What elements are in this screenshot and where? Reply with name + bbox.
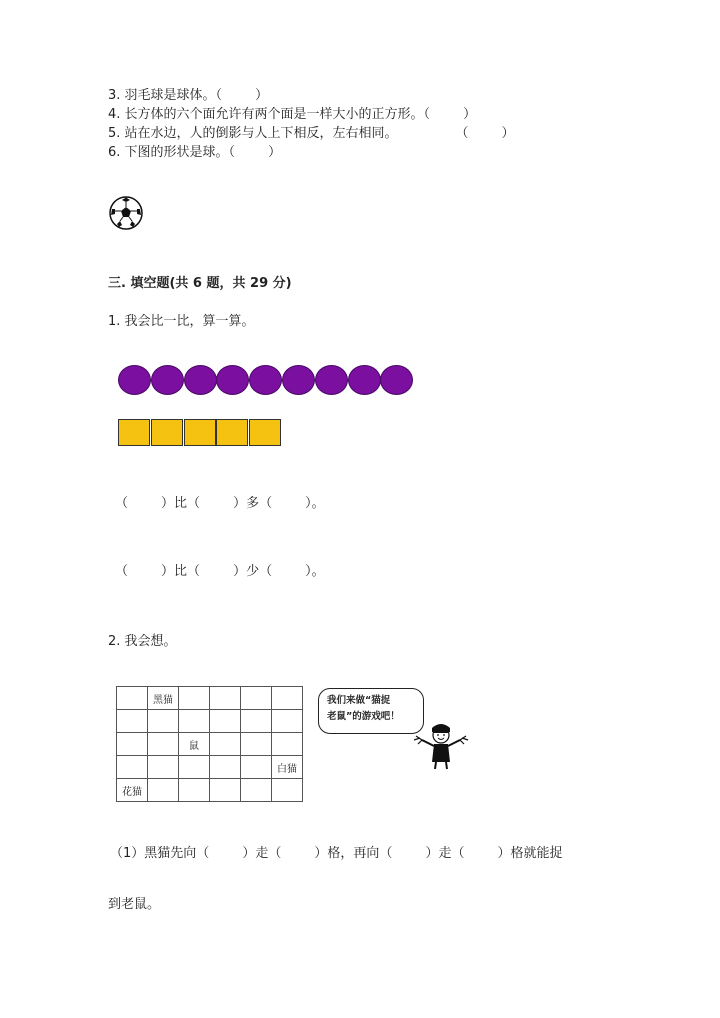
grid-row bbox=[117, 756, 303, 779]
grid-row bbox=[117, 710, 303, 733]
purple-circle bbox=[184, 365, 217, 395]
grid-row bbox=[117, 733, 303, 756]
grid-cell bbox=[148, 779, 179, 802]
grid-cell bbox=[241, 710, 272, 733]
grid-cell-label: 花猫 bbox=[117, 779, 148, 802]
grid-cell-label: 黑猫 bbox=[148, 687, 179, 710]
grid-cell bbox=[179, 779, 210, 802]
grid-cell bbox=[148, 733, 179, 756]
question-1-prompt: 1. 我会比一比，算一算。 bbox=[108, 314, 255, 329]
grid-cell bbox=[179, 687, 210, 710]
yellow-square bbox=[216, 419, 248, 446]
grid-cell bbox=[117, 687, 148, 710]
grid-cell-label: 鼠 bbox=[179, 733, 210, 756]
grid-cell bbox=[210, 756, 241, 779]
judgement-item-6: 6. 下图的形状是球。（ ） bbox=[108, 145, 282, 160]
boy-cheering-icon bbox=[410, 718, 472, 770]
speech-line-2: 老鼠”的游戏吧！ bbox=[327, 711, 400, 722]
grid-cell bbox=[210, 733, 241, 756]
grid-cell bbox=[117, 756, 148, 779]
judgement-item-5: 5. 站在水边，人的倒影与人上下相反，左右相同。 （ ） bbox=[108, 126, 515, 141]
grid-cell bbox=[148, 710, 179, 733]
purple-circle bbox=[118, 365, 151, 395]
grid-row bbox=[117, 687, 303, 710]
purple-circle bbox=[282, 365, 315, 395]
grid-cell bbox=[210, 710, 241, 733]
purple-circle bbox=[380, 365, 413, 395]
purple-circle bbox=[348, 365, 381, 395]
speech-bubble bbox=[318, 688, 424, 734]
grid-cell bbox=[272, 733, 303, 756]
judgement-item-3: 3. 羽毛球是球体。（ ） bbox=[108, 88, 269, 103]
purple-circle bbox=[249, 365, 282, 395]
grid-cell bbox=[241, 779, 272, 802]
grid-cell bbox=[179, 710, 210, 733]
grid-cell bbox=[210, 687, 241, 710]
yellow-square bbox=[184, 419, 216, 446]
question-2-prompt: 2. 我会想。 bbox=[108, 634, 177, 649]
grid-cell bbox=[179, 756, 210, 779]
grid-cell bbox=[241, 756, 272, 779]
grid-cell bbox=[117, 710, 148, 733]
cat-mouse-grid bbox=[116, 686, 303, 802]
purple-circle bbox=[151, 365, 184, 395]
sub-question-1-line-2: 到老鼠。 bbox=[108, 897, 161, 912]
purple-circle bbox=[315, 365, 348, 395]
sub-question-1-line-1: （1）黑猫先向（ ）走（ ）格，再向（ ）走（ ）格就能捉 bbox=[110, 846, 563, 861]
grid-cell bbox=[272, 710, 303, 733]
grid-cell bbox=[241, 687, 272, 710]
grid-row bbox=[117, 779, 303, 802]
soccer-ball-icon bbox=[109, 196, 143, 230]
grid-cell-label: 白猫 bbox=[272, 756, 303, 779]
judgement-item-4: 4. 长方体的六个面允许有两个面是一样大小的正方形。（ ） bbox=[108, 107, 477, 122]
purple-circle bbox=[216, 365, 249, 395]
compare-more-line: （ ）比（ ）多（ ）。 bbox=[115, 496, 325, 511]
yellow-square bbox=[118, 419, 150, 446]
grid-cell bbox=[117, 733, 148, 756]
yellow-square bbox=[151, 419, 183, 446]
section-title: 三. 填空题(共 6 题，共 29 分) bbox=[108, 276, 292, 291]
yellow-square bbox=[249, 419, 281, 446]
speech-line-1: 我们来做“猫捉 bbox=[327, 695, 391, 706]
grid-cell bbox=[210, 779, 241, 802]
grid-cell bbox=[241, 733, 272, 756]
compare-less-line: （ ）比（ ）少（ ）。 bbox=[115, 564, 325, 579]
grid-cell bbox=[272, 687, 303, 710]
grid-cell bbox=[148, 756, 179, 779]
grid-cell bbox=[272, 779, 303, 802]
